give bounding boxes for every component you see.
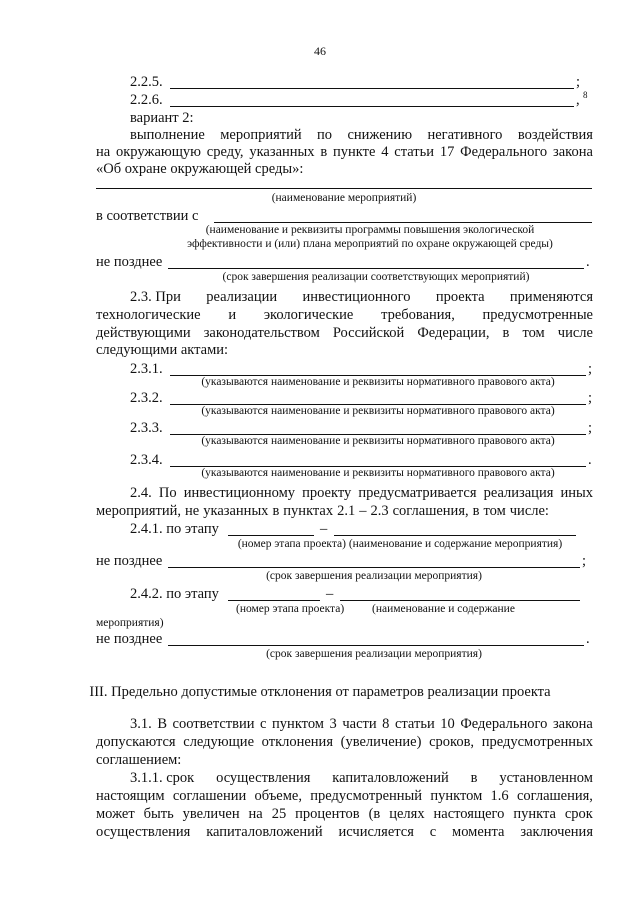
word: быть <box>143 806 174 822</box>
word: инвестиционному <box>183 485 296 501</box>
p311-line4 <box>96 824 593 841</box>
word: 3.1.1. срок <box>130 770 195 786</box>
not-later-row: не позднее . <box>96 254 590 270</box>
word: соглашения, <box>392 503 469 519</box>
caption-231: (указываются наименование и реквизиты нормативного правового акта) <box>201 376 555 388</box>
word: целях <box>389 806 425 822</box>
item-242: 2.4.2. по этапу – <box>0 586 640 603</box>
p311-line1 <box>130 770 593 787</box>
p311-line2 <box>96 788 593 805</box>
word: пунктом <box>430 788 483 804</box>
word: соглашении <box>172 788 247 804</box>
word: отклонения <box>261 734 333 750</box>
word: объеме, <box>254 788 302 804</box>
word: закона <box>552 144 593 160</box>
word: срок <box>564 806 593 822</box>
word: технологические <box>96 307 201 323</box>
word: настоящим <box>96 788 165 804</box>
section-iii-heading: III. Предельно допустимые отклонения от параметров реализации проекта <box>89 684 551 700</box>
item-233: 2.3.3. ; <box>130 420 593 436</box>
word: капиталовложений <box>332 770 449 786</box>
word: предусмотренных <box>481 734 593 750</box>
word: законодательством <box>203 325 320 341</box>
word: 10 <box>440 716 455 732</box>
word: 17 <box>439 144 455 160</box>
word: 2.3. При <box>130 289 181 305</box>
word: среду, <box>206 144 244 160</box>
s23-line4: следующими актами: <box>96 342 229 358</box>
word: по <box>317 127 333 143</box>
word: в <box>272 503 280 519</box>
word: допускаются <box>96 734 176 750</box>
word: предусмотренные <box>482 307 593 323</box>
word: не <box>185 503 200 519</box>
word: и <box>228 307 237 323</box>
word: 4 <box>381 144 389 160</box>
measure-fill-line <box>340 600 580 601</box>
stage-fill-line <box>228 600 320 601</box>
caption-program-2: эффективности и (или) плана мероприятий по охране окружающей среды) <box>187 238 553 250</box>
fill-line <box>214 222 592 223</box>
word: пункта <box>513 806 556 822</box>
word: Федерального <box>460 716 548 732</box>
p31-line3: соглашением: <box>96 752 182 768</box>
stage-fill-line <box>228 535 314 536</box>
word: в <box>502 325 510 341</box>
word: 3 <box>329 716 337 732</box>
word: в <box>470 770 478 786</box>
s24-line1 <box>130 485 593 502</box>
caption-242a: (номер этапа проекта) <box>236 603 345 615</box>
word: осуществления <box>96 824 191 840</box>
word: предусмотренный <box>310 788 423 804</box>
word: В <box>157 716 167 732</box>
measure-fill-line <box>334 535 576 536</box>
caption-measures: (наименование мероприятий) <box>271 192 417 204</box>
word: предусматривается <box>358 485 477 501</box>
word: указанных <box>203 503 269 519</box>
word: сроков, <box>429 734 475 750</box>
word: мероприятий <box>220 127 302 143</box>
item-226: 2.2.6. , <box>130 92 580 108</box>
caption-233: (указываются наименование и реквизиты нормативного правового акта) <box>201 435 555 447</box>
word: воздействия <box>517 127 593 143</box>
fill-line <box>168 567 580 568</box>
word: том <box>522 325 545 341</box>
word: действующими <box>96 325 191 341</box>
item-232: 2.3.2. ; <box>130 390 593 406</box>
accordance-row: в соответствии с <box>0 208 640 225</box>
word: Федерального <box>460 144 548 160</box>
word: в <box>472 503 480 519</box>
caption-program-1: (наименование и реквизиты программы повышения экологической <box>205 224 535 236</box>
item-231: 2.3.1. ; <box>130 361 593 377</box>
word: закона <box>552 716 593 732</box>
word: реализация <box>483 485 554 501</box>
word: 2.4. <box>130 485 152 501</box>
caption-deadline-242: (срок завершения реализации мероприятия) <box>266 648 482 660</box>
caption-241: (номер этапа проекта) (наименование и содержание мероприятия) <box>237 538 563 550</box>
caption-234: (указываются наименование и реквизиты нормативного правового акта) <box>201 467 555 479</box>
word: 1.6 <box>490 788 509 804</box>
word: – <box>359 503 367 519</box>
fill-line <box>170 88 574 89</box>
variant-para-line1 <box>130 127 593 144</box>
word: числе: <box>509 503 549 519</box>
word: реализации <box>206 289 278 305</box>
word: пунктом <box>272 716 324 732</box>
word: проекта <box>435 289 485 305</box>
word: требования, <box>381 307 455 323</box>
word: негативного <box>427 127 503 143</box>
s23-line3 <box>96 325 593 342</box>
word: выполнение <box>130 127 205 143</box>
word: статьи <box>394 144 435 160</box>
word: (в <box>368 806 381 822</box>
word: окружающую <box>116 144 201 160</box>
word: 8 <box>382 716 390 732</box>
word: Федерации, <box>417 325 490 341</box>
caption-deadline-241: (срок завершения реализации мероприятия) <box>266 570 482 582</box>
word: пункте <box>333 144 376 160</box>
variant-para-line2 <box>96 144 593 161</box>
caption-242c: мероприятия) <box>96 617 164 629</box>
word: заключения <box>520 824 593 840</box>
word: может <box>96 806 135 822</box>
word: 25 <box>271 806 287 822</box>
not-later-241: не позднее ; <box>96 553 587 569</box>
word: проекту <box>302 485 352 501</box>
word: инвестиционного <box>302 289 411 305</box>
word: с <box>260 716 267 732</box>
not-later-242: не позднее . <box>96 631 590 647</box>
word: капиталовложений <box>206 824 323 840</box>
word: Российской <box>332 325 405 341</box>
page-number: 46 <box>314 44 326 58</box>
p311-line3 <box>96 806 593 823</box>
fill-line <box>168 268 584 269</box>
word: на <box>96 144 111 160</box>
footnote-ref: 8 <box>583 90 588 100</box>
item-241: 2.4.1. по этапу – <box>0 521 640 538</box>
word: следующие <box>183 734 255 750</box>
word: иных <box>560 485 593 501</box>
word: 2.1 <box>337 503 356 519</box>
word: исчисляется <box>338 824 414 840</box>
p31-line2 <box>96 734 593 751</box>
word: статьи <box>394 716 435 732</box>
word: части <box>342 716 377 732</box>
s24-line2 <box>96 503 549 520</box>
word: увеличен <box>182 806 240 822</box>
word: снижению <box>347 127 413 143</box>
word: (увеличение) <box>340 734 422 750</box>
word: настоящего <box>433 806 505 822</box>
fill-line <box>168 645 584 646</box>
word: с <box>429 824 437 840</box>
word: установленном <box>499 770 593 786</box>
word: том <box>483 503 506 519</box>
variant-para-line3: «Об охране окружающей среды»: <box>96 161 304 177</box>
p31-line1 <box>130 716 593 733</box>
word: соглашения, <box>516 788 593 804</box>
measures-fill-line <box>96 188 592 189</box>
word: 2.3 <box>370 503 389 519</box>
word: осуществления <box>216 770 311 786</box>
word: пунктах <box>283 503 334 519</box>
variant-label: вариант 2: <box>130 110 194 126</box>
word: 3.1. <box>130 716 152 732</box>
word: экологические <box>263 307 354 323</box>
word: момента <box>452 824 505 840</box>
word: По <box>158 485 177 501</box>
word: соответствии <box>172 716 255 732</box>
s23-line2 <box>96 307 593 324</box>
s23-line1 <box>130 289 593 306</box>
word: мероприятий, <box>96 503 182 519</box>
word: применяются <box>509 289 593 305</box>
word: в <box>320 144 328 160</box>
caption-242b: (наименование и содержание <box>372 603 515 615</box>
caption-232: (указываются наименование и реквизиты нормативного правового акта) <box>201 405 555 417</box>
caption-deadline-measures: (срок завершения реализации соответствующих мероприятий) <box>222 271 530 283</box>
item-234: 2.3.4. . <box>130 452 592 468</box>
word: на <box>248 806 263 822</box>
fill-line <box>170 106 574 107</box>
word: числе <box>557 325 593 341</box>
item-225: 2.2.5. ; <box>130 74 581 90</box>
word: указанных <box>249 144 315 160</box>
word: процентов <box>295 806 360 822</box>
